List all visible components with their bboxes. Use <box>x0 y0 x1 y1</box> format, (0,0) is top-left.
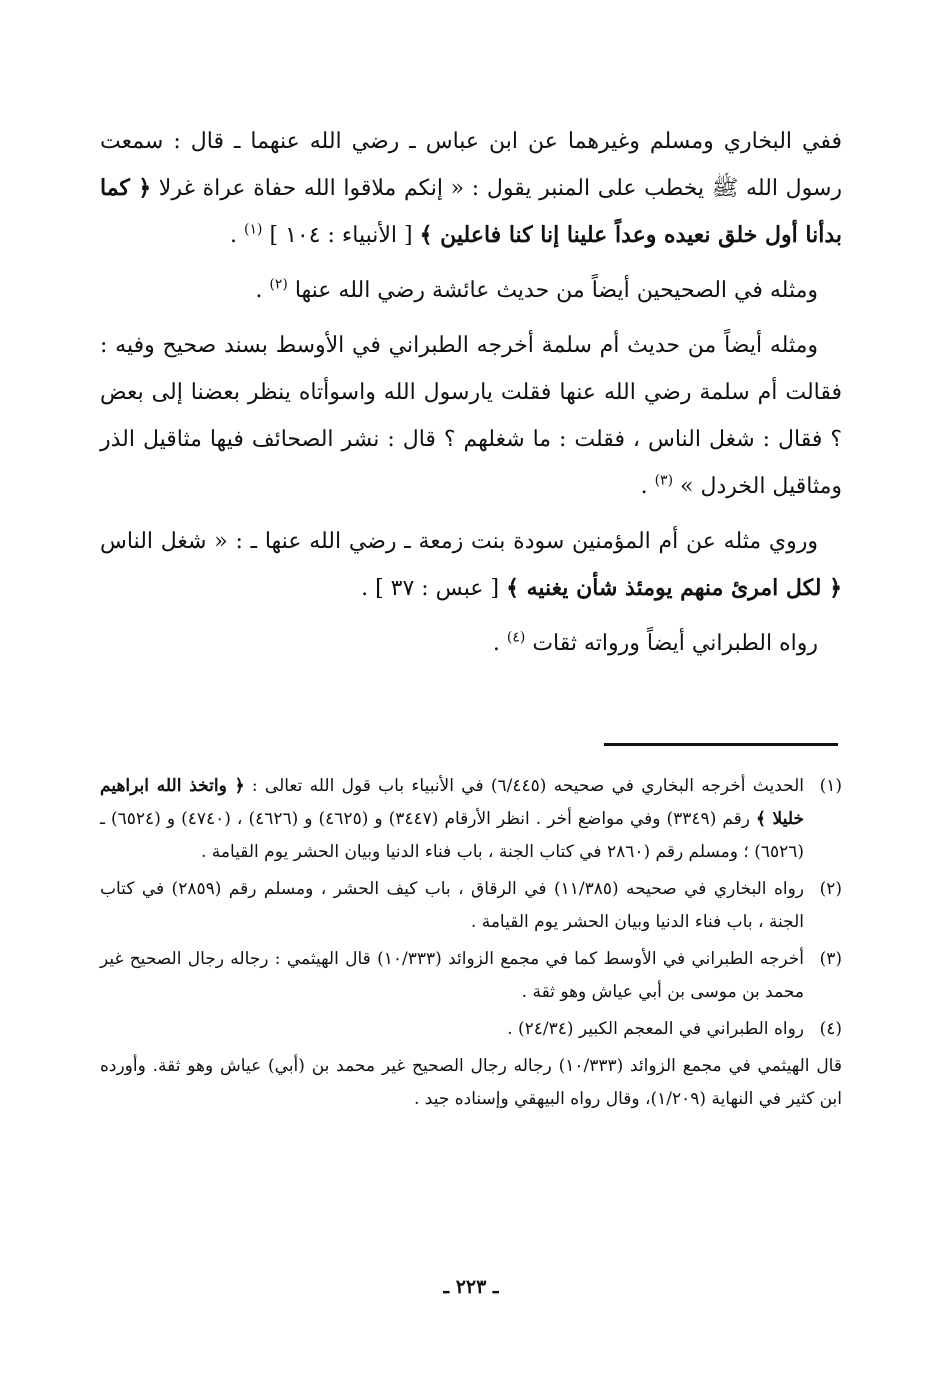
footnote-1 <box>100 770 842 869</box>
footnote-body: رواه البخاري في صحيحه (١١/٣٨٥) في الرقاق ، باب كيف الحشر ، ومسلم رقم (٢٨٥٩) في كتاب الجنة ، باب فناء الدنيا وبيان الحشر يوم القيامة . <box>100 879 804 932</box>
footnote-ref-1[interactable]: (١) <box>244 221 263 238</box>
footnote-1-quran: ﴿ واتخذ الله ابراهيم خليلا ﴾ <box>100 776 804 829</box>
footnote-1-pre: الحديث أخرجه البخاري في صحيحه (٦/٤٤٥) في الأنبياء باب قول الله تعالى : <box>244 776 804 796</box>
paragraph-3 <box>100 322 842 510</box>
footnote-number: (٣) <box>819 949 842 969</box>
footnote-ref-4[interactable]: (٤) <box>506 629 526 646</box>
surah-reference: [ الأنبياء : ١٠٤ ] <box>262 223 420 248</box>
footnote-ref-2[interactable]: (٢) <box>269 276 288 293</box>
footnotes <box>100 770 842 1116</box>
paragraph-4 <box>100 518 842 612</box>
page-number: ـ ٢٢٣ ـ <box>443 1276 499 1298</box>
quran-verse-anbiya: ﴿ كما بدأنا أول خلق نعيده وعداً علينا إنا كنا فاعلين ﴾ <box>100 175 842 248</box>
paragraph-1-end: . <box>230 223 245 248</box>
paragraph-1 <box>100 118 842 259</box>
footnote-4-continuation: قال الهيثمي في مجمع الزوائد (١٠/٣٣٣) رجاله رجال الصحيح غير محمد بن (أبي) عياش وهو ثقة. وأورده ابن كثير في النهاية (١/٢٠٩)، وقال رواه البيهقي وإسناده جيد . <box>100 1056 842 1109</box>
paragraph-2-end: . <box>255 278 270 303</box>
footnote-1-post: رقم (٣٣٤٩) وفي مواضع أخر . انظر الأرقام (٣٤٤٧) و (٤٦٢٥) و (٤٦٢٦) ، (٤٧٤٠) و (٦٥٢٤) ـ (٦٥٢٦) ؛ ومسلم رقم (٢٨٦٠ في كتاب الجنة ، باب فناء الدنيا وبيان الحشر يوم القيامة . <box>100 809 804 862</box>
footnote-number: (٤) <box>819 1019 842 1039</box>
paragraph-1-text: ففي البخاري ومسلم وغيرهما عن ابن عباس ـ رضي الله عنهما ـ قال : سمعت رسول الله ﷺ يخطب على المنبر يقول : « إنكم ملاقوا الله حفاة عراة غرلا <box>100 129 842 201</box>
paragraph-5 <box>100 620 842 667</box>
footnote-body: أخرجه الطبراني في الأوسط كما في مجمع الزوائد (١٠/٣٣٣) قال الهيثمي : رجاله رجال الصحيح غير محمد بن موسى بن أبي عياش وهو ثقة . <box>100 949 804 1002</box>
paragraph-5-end: . <box>492 631 507 656</box>
footnote-3 <box>100 943 842 1009</box>
footnote-body: رواه الطبراني في المعجم الكبير (٢٤/٣٤) . <box>507 1019 804 1039</box>
paragraph-2 <box>100 267 842 314</box>
footnote-ref-3[interactable]: (٣) <box>654 472 674 489</box>
footnote-separator <box>604 743 838 746</box>
paragraph-3-text: ومثله أيضاً من حديث أم سلمة أخرجه الطبراني في الأوسط بسند صحيح وفيه : فقالت أم سلمة رضي الله عنها فقلت يارسول الله واسوأتاه ينظر بعضنا إلى بعض ؟ فقال : شغل الناس ، فقلت : ما شغلهم ؟ قال : نشر الصحائف فيها مثاقيل الذر ومثاقيل الخردل » <box>100 333 842 499</box>
surah-reference-abasa: [ عبس : ٣٧ ] . <box>361 576 507 601</box>
paragraph-2-text: ومثله في الصحيحين أيضاً من حديث عائشة رضي الله عنها <box>287 278 818 303</box>
paragraph-3-end: . <box>640 474 655 499</box>
main-text <box>100 118 842 667</box>
paragraph-5-text: رواه الطبراني أيضاً ورواته ثقات <box>525 631 818 656</box>
footnote-2 <box>100 873 842 939</box>
footnote-number: (٢) <box>819 879 842 899</box>
footnote-4 <box>100 1013 842 1046</box>
paragraph-4-text: وروي مثله عن أم المؤمنين سودة بنت زمعة ـ رضي الله عنها ـ : « شغل الناس <box>100 529 818 554</box>
footnote-body <box>100 770 804 869</box>
quran-verse-abasa: ﴿ لكل امرئ منهم يومئذ شأن يغنيه ﴾ <box>506 575 842 601</box>
footnote-number: (١) <box>819 776 842 796</box>
